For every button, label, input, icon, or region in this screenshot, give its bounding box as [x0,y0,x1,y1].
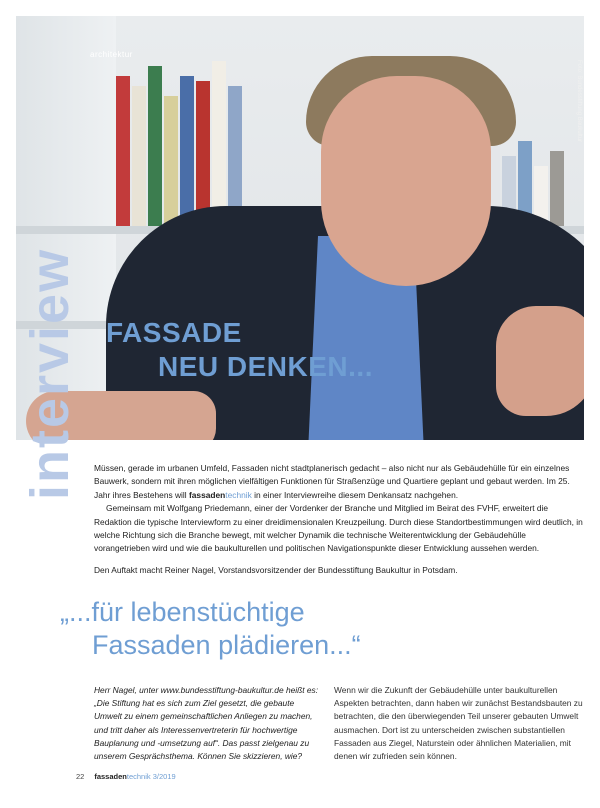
right-fist [496,306,584,416]
portrait-photo [16,16,584,440]
page-footer [76,772,176,781]
pull-quote-line-1: „...für lebenstüchtige [60,597,305,627]
intro-p1-end: in einer Interviewreihe diesem Denkansatz nachgehen. [251,489,459,500]
pull-quote [60,596,361,662]
answer-text: Wenn wir die Zukunft der Gebäudehülle unter baukulturellen Aspekten betrachten, dann haben wir zunächst Bestandsbauten zu betrachten, die den überwiegenden Teil unserer gebauten Umwelt ausmachen. Dort ist zu unterscheiden zwischen substantiellen Fassaden aus Ziegel, Naturstein oder ähnlichen Materialien, mit denen wir zufrieden sein können. [334,685,583,762]
interview-answer [334,684,584,763]
brand-bold: fassaden [188,489,226,500]
interview-tag: interview [20,247,80,500]
intro-text [94,462,584,577]
intro-paragraph-2: Gemeinsam mit Wolfgang Priedemann, einer der Vordenker der Branche und Mitglied im Beirat des FVHF, erweitert die Redaktion die typische Interviewform zu einer dreidimensionalen Kreuzpeilung. Durch diese Standortbestimmungen wird deutlich, in welche Richtung sich die Branche bewegt, mit welcher Dynamik die technische Weiterentwicklung der Gebäudehülle vorangetrieben wird und wie die baukulturellen und politischen Navigationspunkte dieser Entwicklung aussehen werden. [94,503,583,554]
page-number: 22 [76,772,85,781]
face [321,76,491,286]
issue-number: 3/2019 [150,772,176,781]
photo-credit: Foto: Bundesstiftung Baukultur [576,60,582,143]
pull-quote-line-2: Fassaden plädieren...“ [92,630,361,660]
intro-paragraph-1 [94,462,584,502]
article-title [106,316,373,384]
intro-p1-text: Müssen, gerade im urbanen Umfeld, Fassaden nicht stadtplanerisch gedacht – also nicht nur als Gebäudehülle für ein einzelnes Bauwerk, sondern mit ihren möglichen vielfältigen Funktionen für Straßenzüge und Quartiere geplant und gebaut werden. Im 25. Jahr ihres Bestehens will [94,463,570,500]
interview-question [94,684,324,763]
title-line-1: FASSADE [106,317,242,348]
section-label: architektur [90,50,133,59]
magazine-name-light: technik [126,772,151,781]
title-line-2: NEU DENKEN... [158,351,373,382]
intro-paragraph-3: Den Auftakt macht Reiner Nagel, Vorstandsvorsitzender der Bundesstiftung Baukultur in Potsdam. [94,564,458,575]
brand-light: technik [225,489,252,500]
magazine-name-bold: fassaden [94,772,127,781]
question-text: Herr Nagel, unter www.bundesstiftung-baukultur.de heißt es: „Die Stiftung hat es sich zum Ziel gesetzt, die gebaute Umwelt zu einem gemeinschaftlichen Anliegen zu machen, und tritt daher als Interessenvertreterin für hochwertige Bauplanung und -umsetzung auf“. Das passt zielgenau zu unserem Gesprächsthema. Können Sie skizzieren, wie? [94,685,319,762]
